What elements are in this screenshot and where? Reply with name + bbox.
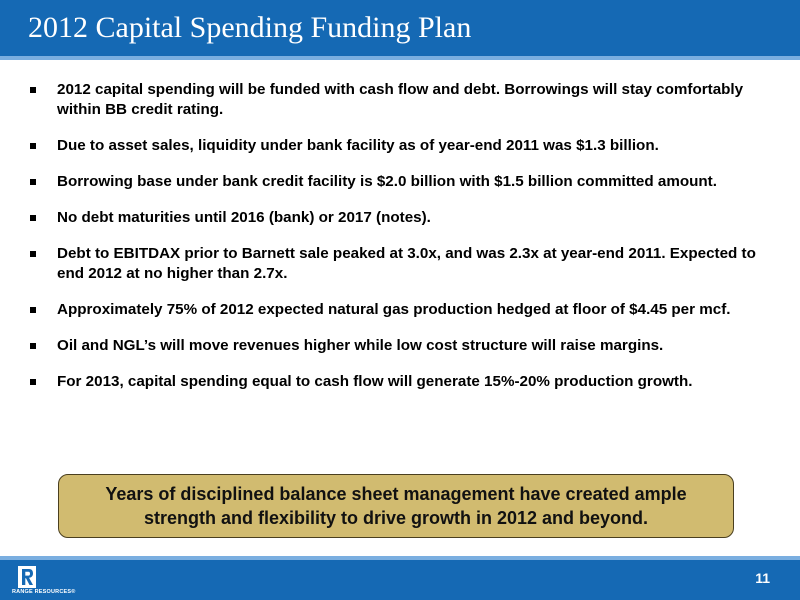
- bullet-item: [30, 336, 770, 356]
- callout-text: Years of disciplined balance sheet management have created ample strength and flexibility to drive growth in 2012 and beyond.: [105, 484, 687, 528]
- square-bullet-icon: [30, 143, 36, 149]
- header-accent-line: [0, 56, 800, 60]
- square-bullet-icon: [30, 307, 36, 313]
- bullet-text: No debt maturities until 2016 (bank) or 2017 (notes).: [57, 209, 431, 226]
- bullet-text: Due to asset sales, liquidity under bank facility as of year-end 2011 was $1.3 billion.: [57, 137, 659, 154]
- bullet-text: 2012 capital spending will be funded with cash flow and debt. Borrowings will stay comfortably within BB credit rating.: [57, 81, 744, 118]
- bullet-item: [30, 208, 770, 228]
- bullet-item: [30, 136, 770, 156]
- callout-box: [58, 474, 734, 538]
- bullet-text: Borrowing base under bank credit facility is $2.0 billion with $1.5 billion committed amount.: [57, 173, 717, 190]
- square-bullet-icon: [30, 251, 36, 257]
- bullet-text: Approximately 75% of 2012 expected natural gas production hedged at floor of $4.45 per mcf.: [57, 301, 731, 318]
- footer-bar: [0, 560, 800, 600]
- logo-text: RANGE RESOURCES®: [12, 589, 76, 595]
- bullet-text: Debt to EBITDAX prior to Barnett sale peaked at 3.0x, and was 2.3x at year-end 2011. Expected to end 2012 at no higher than 2.7x.: [57, 245, 756, 282]
- square-bullet-icon: [30, 179, 36, 185]
- slide-title: 2012 Capital Spending Funding Plan: [28, 11, 472, 44]
- bullet-item: [30, 372, 770, 392]
- bullet-text: For 2013, capital spending equal to cash flow will generate 15%-20% production growth.: [57, 373, 693, 390]
- square-bullet-icon: [30, 379, 36, 385]
- bullet-item: [30, 172, 770, 192]
- bullet-item: [30, 300, 770, 320]
- square-bullet-icon: [30, 343, 36, 349]
- company-logo: [12, 566, 76, 598]
- square-bullet-icon: [30, 87, 36, 93]
- bullet-text: Oil and NGL’s will move revenues higher while low cost structure will raise margins.: [57, 337, 664, 354]
- bullet-item: [30, 244, 770, 284]
- square-bullet-icon: [30, 215, 36, 221]
- bullet-item: [30, 80, 770, 120]
- page-number: 11: [755, 570, 770, 586]
- range-logo-icon: [18, 566, 36, 588]
- bullet-list: [30, 80, 770, 408]
